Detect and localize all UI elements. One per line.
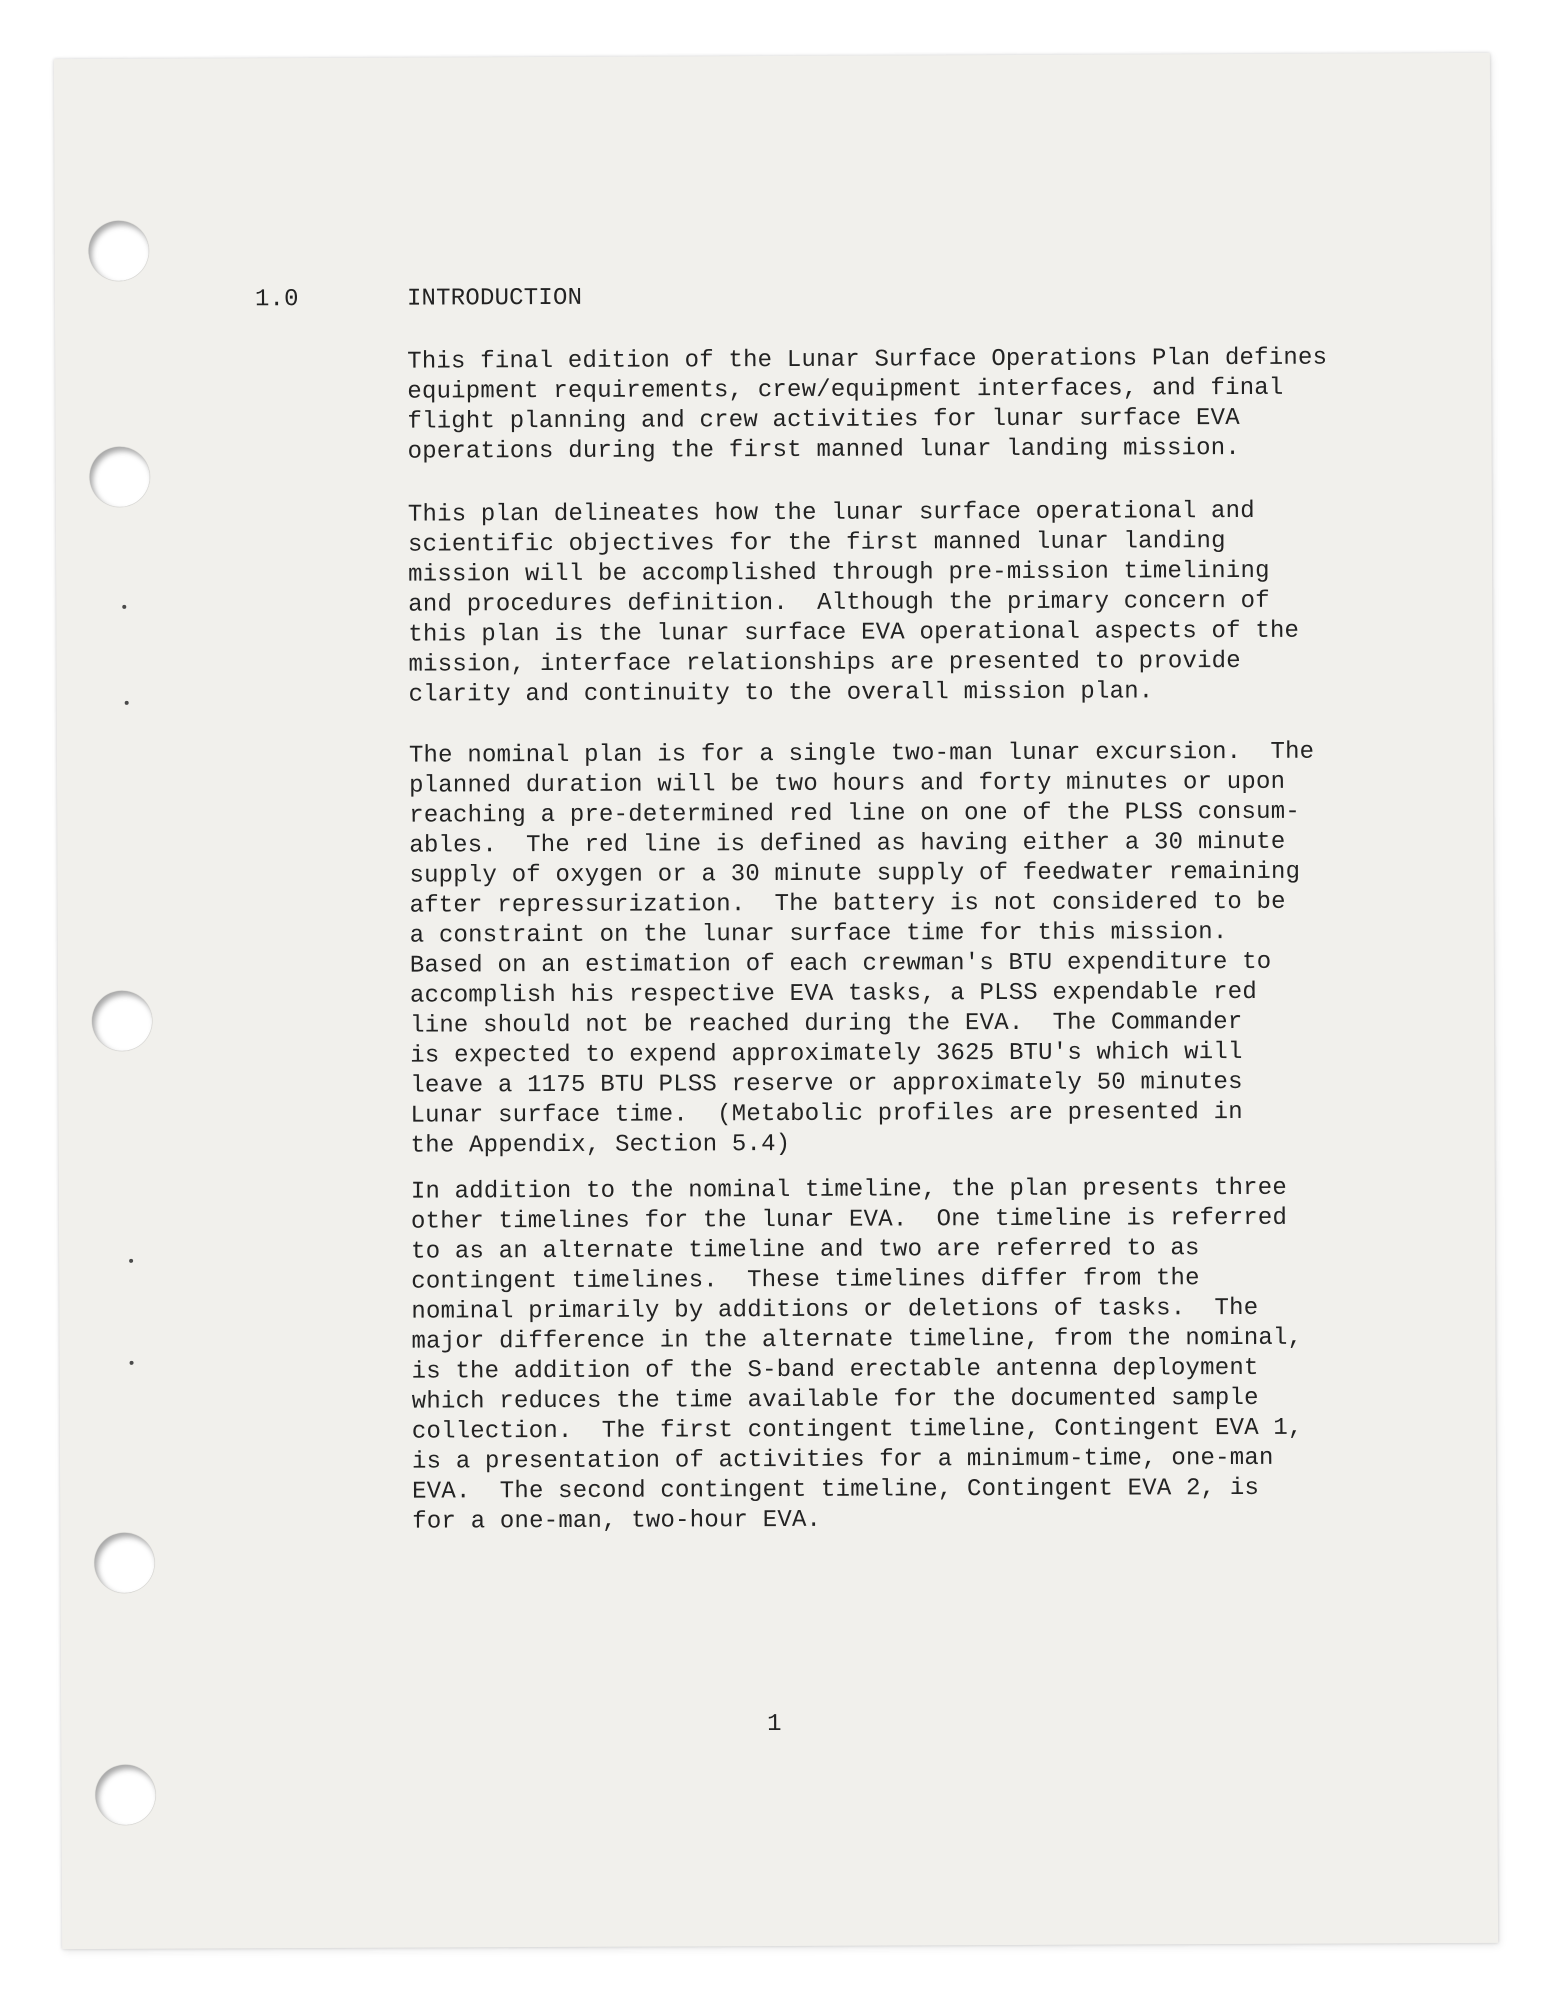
punch-hole	[89, 221, 149, 281]
text-line: a constraint on the lunar surface time for this mission.	[409, 919, 1228, 950]
text-line: EVA. The second contingent timeline, Contingent EVA 2, is	[412, 1474, 1260, 1506]
section-title: INTRODUCTION	[406, 284, 583, 313]
text-line: scientific objectives for the first manned lunar landing	[407, 528, 1226, 559]
text-line: contingent timelines. These timelines differ from the	[411, 1265, 1200, 1296]
text-line: accomplish his respective EVA tasks, a PLSS expendable red	[409, 978, 1257, 1010]
paragraph	[408, 496, 1419, 710]
text-line: major difference in the alternate timeline, from the nominal,	[411, 1324, 1303, 1356]
text-line: mission, interface relationships are presented to provide	[408, 647, 1241, 679]
document-page	[54, 53, 1498, 1949]
paragraph	[411, 1173, 1423, 1537]
text-line: after repressurization. The battery is not considered to be	[409, 888, 1286, 920]
punch-hole	[95, 1765, 155, 1825]
text-line: The nominal plan is for a single two-man lunar excursion. The	[408, 738, 1315, 770]
text-line: planned duration will be two hours and forty minutes or upon	[408, 768, 1286, 800]
text-line: for a one-man, two-hour EVA.	[412, 1506, 822, 1536]
punch-hole	[90, 447, 150, 507]
text-line: reaching a pre-determined red line on one of the PLSS consum-	[409, 798, 1300, 830]
paper-mark	[122, 605, 126, 609]
text-line: equipment requirements, crew/equipment interfaces, and final	[407, 374, 1284, 406]
text-line: which reduces the time available for the documented sample	[411, 1384, 1259, 1416]
text-line: the Appendix, Section 5.4)	[410, 1130, 791, 1160]
text-line: is expected to expend approximately 3625 BTU's which will	[410, 1038, 1243, 1070]
paragraph	[407, 343, 1418, 467]
text-line: This plan delineates how the lunar surface operational and	[407, 497, 1255, 529]
text-line: and procedures definition. Although the primary concern of	[408, 587, 1270, 619]
text-line: mission will be accomplished through pre-mission timelining	[408, 557, 1270, 589]
text-line: is a presentation of activities for a minimum-time, one-man	[411, 1444, 1274, 1476]
page-number: 1	[767, 1710, 782, 1739]
text-line: line should not be reached during the EVA. The Commander	[410, 1008, 1243, 1040]
paper-mark	[125, 701, 129, 705]
text-line: leave a 1175 BTU PLSS reserve or approximately 50 minutes	[410, 1068, 1243, 1100]
paper-mark	[129, 1259, 133, 1263]
text-line: other timelines for the lunar EVA. One timeline is referred	[410, 1204, 1288, 1236]
text-line: operations during the first manned lunar landing mission.	[407, 434, 1240, 466]
text-line: Based on an estimation of each crewman's BTU expenditure to	[409, 948, 1272, 980]
punch-hole	[92, 991, 152, 1051]
paper-mark	[130, 1361, 134, 1365]
text-line: is the addition of the S-band erectable antenna deployment	[411, 1354, 1259, 1386]
text-line: this plan is the lunar surface EVA operational aspects of the	[408, 617, 1300, 649]
text-line: collection. The first contingent timeline, Contingent EVA 1,	[411, 1414, 1303, 1446]
text-line: In addition to the nominal timeline, the plan presents three	[410, 1174, 1288, 1206]
text-line: clarity and continuity to the overall mission plan.	[408, 678, 1154, 709]
punch-hole	[94, 1533, 154, 1593]
text-line: nominal primarily by additions or deletions of tasks. The	[411, 1294, 1259, 1326]
section-number: 1.0	[254, 286, 299, 314]
text-line: This final edition of the Lunar Surface Operations Plan defines	[407, 344, 1328, 376]
text-line: to as an alternate timeline and two are referred to as	[411, 1235, 1200, 1266]
text-line: supply of oxygen or a 30 minute supply of feedwater remaining	[409, 858, 1301, 890]
text-line: ables. The red line is defined as having either a 30 minute	[409, 828, 1286, 860]
text-line: flight planning and crew activities for lunar surface EVA	[407, 404, 1240, 436]
paragraph	[409, 737, 1421, 1161]
text-line: Lunar surface time. (Metabolic profiles are presented in	[410, 1098, 1243, 1130]
